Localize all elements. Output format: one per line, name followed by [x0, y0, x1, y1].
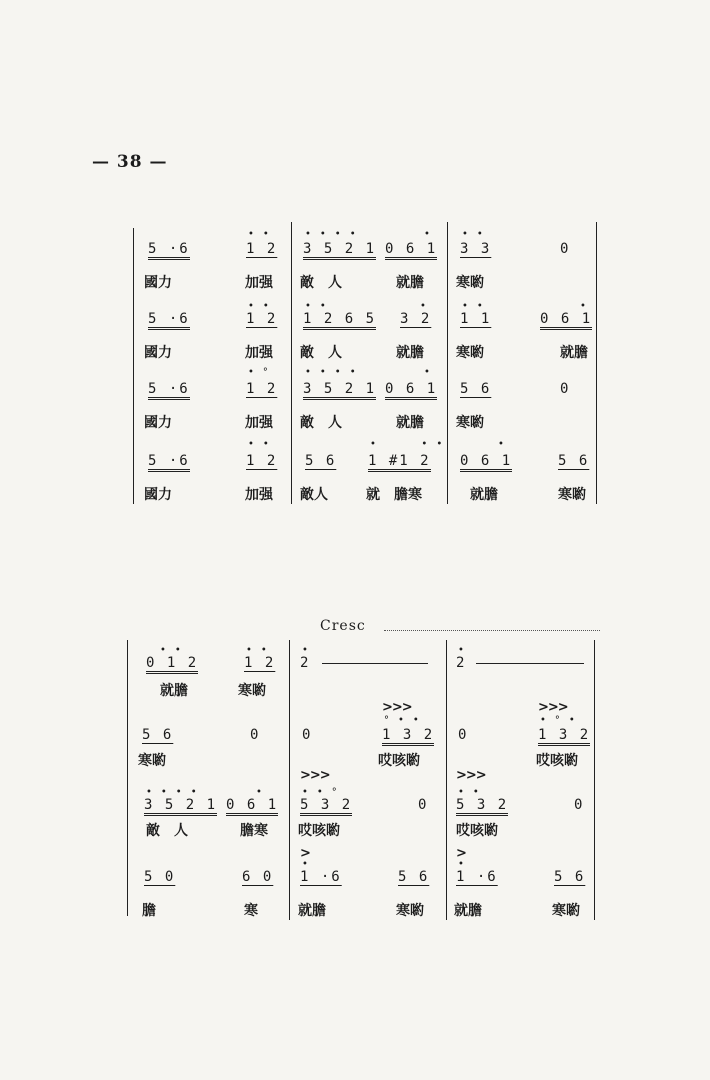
octave-dots: •• [462, 229, 492, 240]
note-group: 3 5 2 1 [303, 242, 376, 260]
octave-dots: •• [248, 439, 278, 450]
note-group: 1 2 [246, 453, 278, 469]
octave-dots: •• [246, 645, 276, 656]
octave-dots: •• [462, 301, 492, 312]
note-group: 5 3 2 [456, 798, 508, 816]
lyric: 哎咳喲 [298, 823, 340, 839]
lyric: 寒喲 [238, 683, 266, 699]
note-group: 3 5 2 1 [303, 382, 376, 400]
octave-dots: • [498, 439, 513, 450]
lyric: 膽 [142, 903, 156, 919]
lyric: 就膽 [298, 903, 326, 919]
lyric: 哎咳喲 [456, 823, 498, 839]
note-group: 5 ·6 [148, 242, 190, 260]
note-group: 3 2 [400, 311, 432, 327]
note-group: 0 [560, 241, 571, 257]
note-group: 1 ·6 [300, 869, 342, 885]
lyric: 敵 人 [146, 823, 188, 839]
octave-dots: °•• [384, 715, 428, 726]
note-group: 0 [574, 797, 585, 813]
octave-dots: • [580, 301, 595, 312]
note-group: 0 6 1 [460, 454, 512, 472]
note-group: 0 6 1 [385, 242, 437, 260]
lyric: 寒喲 [552, 903, 580, 919]
octave-dots: • [458, 859, 473, 870]
octave-dots: • [458, 645, 473, 656]
accent-marks: >>> [300, 768, 330, 783]
octave-dots: •••• [305, 367, 365, 378]
lyric: 就膽 [454, 903, 482, 919]
page-number: — 38 — [92, 152, 168, 172]
octave-dots: •° [248, 367, 277, 378]
lyric: 就膽 [396, 415, 424, 431]
octave-dots: ••° [302, 787, 346, 798]
octave-dots: •°• [540, 715, 584, 726]
lyric: 寒喲 [138, 753, 166, 769]
note-group: 5 0 [144, 869, 176, 885]
note-group: 3 3 [460, 241, 492, 257]
lyric: 國力 [144, 415, 172, 431]
note-group: 0 [250, 727, 261, 743]
octave-dots: •••• [305, 229, 365, 240]
octave-dots: •• [160, 645, 190, 656]
lyric: 寒喲 [396, 903, 424, 919]
note-group: 1 ·6 [456, 869, 498, 885]
note-group: 0 6 1 [540, 312, 592, 330]
hold-line [322, 663, 428, 664]
note-group: 3 5 2 1 [144, 798, 217, 816]
lyric: 敵 人 [300, 275, 342, 291]
note-group: 1 2 [246, 381, 278, 397]
accent-marks: >>> [538, 700, 568, 715]
note-group: 2 [300, 655, 311, 671]
note-group: 5 ·6 [148, 454, 190, 472]
note-group: 1 #1 2 [368, 454, 431, 472]
note-group: 0 6 1 [226, 798, 278, 816]
system2-right-bar [594, 640, 595, 920]
lyric: 國力 [144, 345, 172, 361]
octave-dots: • [302, 859, 317, 870]
accent-marks: >>> [382, 700, 412, 715]
note-group: 5 6 [460, 381, 492, 397]
lyric: 加强 [245, 487, 273, 503]
octave-dots: • [424, 367, 439, 378]
accent-marks: > [456, 846, 466, 861]
note-group: 5 6 [554, 869, 586, 885]
system1-right-bar [596, 222, 597, 504]
note-group: 5 ·6 [148, 382, 190, 400]
octave-dots: • •• [370, 439, 452, 450]
system1-bar-3 [447, 222, 448, 504]
lyric: 就膽 [396, 275, 424, 291]
octave-dots: •• [458, 787, 488, 798]
note-group: 1 2 [246, 311, 278, 327]
system1-bar-2 [291, 222, 292, 504]
system2-bar-3 [446, 640, 447, 920]
lyric: 就膽 [470, 487, 498, 503]
crescendo-marking: Cresc [320, 618, 366, 634]
lyric: 加强 [245, 345, 273, 361]
lyric: 哎咳喲 [536, 753, 578, 769]
system2-bar-2 [289, 640, 290, 920]
octave-dots: • [420, 301, 435, 312]
note-group: 5 6 [142, 727, 174, 743]
lyric: 加强 [245, 275, 273, 291]
note-group: 1 1 [460, 311, 492, 327]
note-group: 1 2 [246, 241, 278, 257]
lyric: 敵 人 [300, 345, 342, 361]
note-group: 5 3 2 [300, 798, 352, 816]
note-group: 5 6 [558, 453, 590, 469]
note-group: 0 [560, 381, 571, 397]
octave-dots: • [256, 787, 271, 798]
note-group: 1 2 6 5 [303, 312, 376, 330]
system1-left-bar [133, 228, 134, 504]
lyric: 寒 [244, 903, 258, 919]
note-group: 5 ·6 [148, 312, 190, 330]
note-group: 1 3 2 [538, 728, 590, 746]
note-group: 5 6 [305, 453, 337, 469]
octave-dots: •• [248, 229, 278, 240]
octave-dots: •••• [146, 787, 206, 798]
lyric: 哎咳喲 [378, 753, 420, 769]
note-group: 0 [418, 797, 429, 813]
lyric: 就 膽寒 [366, 487, 422, 503]
lyric: 就膽 [396, 345, 424, 361]
lyric: 敵 人 [300, 415, 342, 431]
octave-dots: • [424, 229, 439, 240]
lyric: 寒喲 [558, 487, 586, 503]
lyric: 膽寒 [240, 823, 268, 839]
octave-dots: •• [305, 301, 335, 312]
lyric: 就膽 [160, 683, 188, 699]
note-group: 0 [302, 727, 313, 743]
lyric: 寒喲 [456, 415, 484, 431]
note-group: 0 [458, 727, 469, 743]
octave-dots: • [302, 645, 317, 656]
note-group: 1 3 2 [382, 728, 434, 746]
lyric: 加强 [245, 415, 273, 431]
note-group: 0 6 1 [385, 382, 437, 400]
note-group: 2 [456, 655, 467, 671]
lyric: 國力 [144, 487, 172, 503]
note-group: 5 6 [398, 869, 430, 885]
accent-marks: >>> [456, 768, 486, 783]
hold-line [476, 663, 584, 664]
accent-marks: > [300, 846, 310, 861]
lyric: 寒喲 [456, 275, 484, 291]
lyric: 敵人 [300, 487, 328, 503]
note-group: 6 0 [242, 869, 274, 885]
note-group: 1 2 [244, 655, 276, 671]
lyric: 國力 [144, 275, 172, 291]
system2-left-bar [127, 640, 128, 916]
octave-dots: •• [248, 301, 278, 312]
lyric: 寒喲 [456, 345, 484, 361]
note-group: 0 1 2 [146, 656, 198, 674]
lyric: 就膽 [560, 345, 588, 361]
crescendo-extension [384, 630, 600, 631]
